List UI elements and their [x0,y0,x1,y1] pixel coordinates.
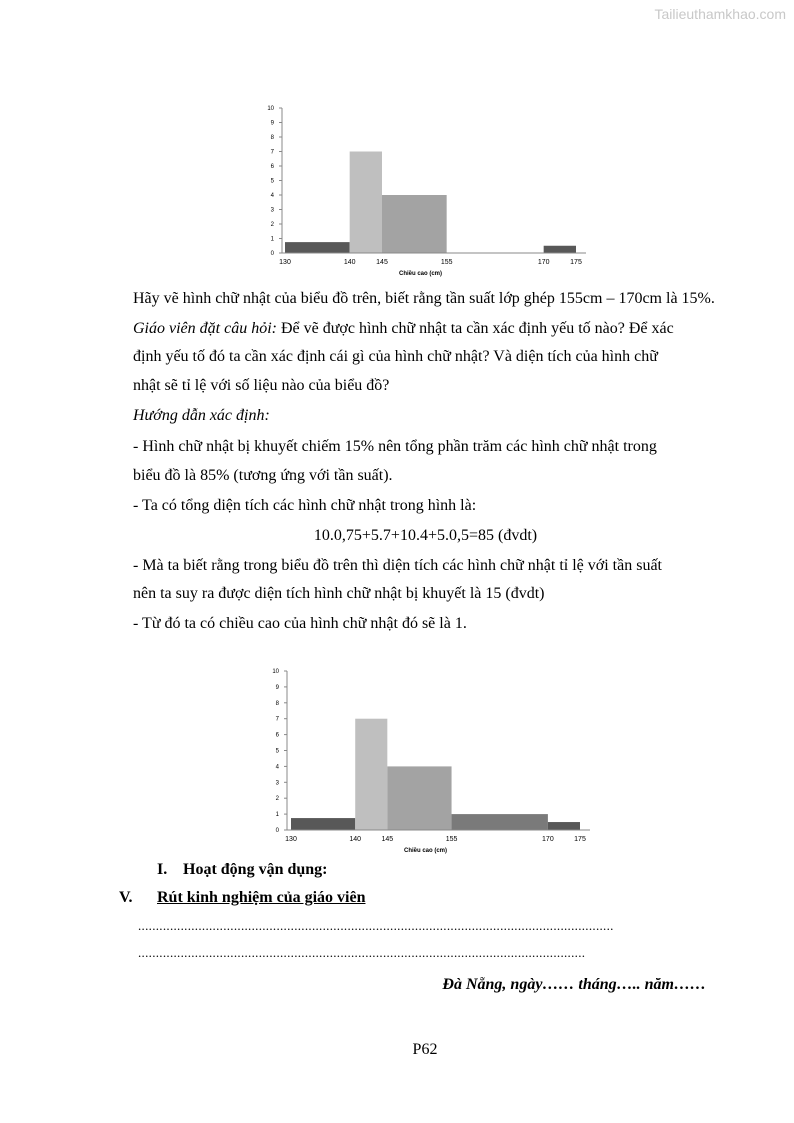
y-tick-label: 2 [275,796,279,803]
y-tick-label: 7 [270,149,274,156]
paragraph: - Từ đó ta có chiều cao của hình chữ nhật đó sẽ là 1. [133,615,467,632]
histogram-bar [382,195,447,253]
histogram-chart-2 [260,663,600,863]
formula: 10.0,75+5.7+10.4+5.0,5=85 (đvdt) [313,527,538,544]
y-tick-label: 9 [270,120,274,127]
x-tick-label: 130 [285,836,297,843]
histogram-chart-1 [255,100,595,280]
y-tick-label: 6 [270,164,274,170]
y-tick-label: 8 [270,135,274,141]
paragraph: nhật sẽ tỉ lệ với số liệu nào của biểu đồ? [133,377,390,394]
y-tick-label: 4 [270,193,274,199]
x-axis-label: Chiều cao (cm) [398,271,443,277]
question-text: Để vẽ được hình chữ nhật ta cần xác định yếu tố nào? Để xác [276,320,674,337]
y-tick-label: 10 [272,669,279,675]
paragraph [133,319,674,339]
section-i-title: Hoạt động vận dụng: [183,861,328,878]
x-tick-label: 145 [381,836,394,843]
question-label: Giáo viên đặt câu hỏi: [133,320,277,337]
paragraph: định yếu tố đó ta cần xác định cái gì của hình chữ nhật? Và diện tích của hình chữ [133,348,658,365]
y-tick-label: 9 [275,684,279,691]
paragraph: - Mà ta biết rằng trong biểu đồ trên thì diện tích các hình chữ nhật tỉ lệ với tần suất [133,557,662,574]
y-tick-label: 0 [275,828,279,834]
histogram-bar [285,242,350,253]
y-tick-label: 1 [270,236,274,243]
y-tick-label: 5 [275,748,279,755]
y-tick-label: 7 [275,716,279,723]
x-tick-label: 155 [440,259,453,266]
y-tick-label: 1 [275,812,279,819]
histogram-bar [355,719,387,830]
paragraph: - Ta có tổng diện tích các hình chữ nhật trong hình là: [133,497,477,514]
y-tick-label: 3 [270,207,274,214]
y-tick-label: 3 [275,780,279,787]
y-tick-label: 6 [275,732,279,739]
x-tick-label: 155 [445,836,458,843]
histogram-bar [387,766,451,830]
y-tick-label: 5 [270,178,274,185]
x-tick-label: 145 [376,259,388,266]
date-line: Đà Nẵng, ngày…… tháng….. năm…… [442,976,706,993]
paragraph: biểu đồ là 85% (tương ứng với tần suất). [133,467,393,484]
histogram-bar [548,822,580,830]
paragraph: - Hình chữ nhật bị khuyết chiếm 15% nên tổng phần trăm các hình chữ nhật trong [133,438,657,455]
histogram-bar [350,152,382,254]
section-v-title: Rút kinh nghiệm của giáo viên [157,889,366,906]
x-tick-label: 175 [574,836,586,843]
y-tick-label: 2 [270,222,274,228]
histogram-bar [452,814,548,830]
histogram-bar [291,818,355,830]
dotted-line: .............................................................................................................................. [138,945,586,960]
x-tick-label: 130 [279,259,291,266]
x-tick-label: 170 [542,836,554,843]
dotted-line: ...................................................................................................................................... [138,918,614,933]
x-tick-label: 175 [570,259,582,266]
x-tick-label: 140 [343,259,356,266]
section-v-number: V. [119,889,133,906]
x-axis-label: Chiều cao (cm) [403,848,448,854]
paragraph: nên ta suy ra được diện tích hình chữ nhật bị khuyết là 15 (đvdt) [133,585,545,602]
paragraph: Hãy vẽ hình chữ nhật của biểu đồ trên, biết rằng tần suất lớp ghép 155cm – 170cm là 15%. [133,290,715,307]
section-i-number: I. [157,861,168,878]
histogram-bar [544,246,576,253]
x-tick-label: 170 [537,259,550,266]
page-number: P62 [412,1041,438,1058]
y-tick-label: 8 [275,700,279,707]
y-tick-label: 10 [267,106,274,112]
guide-heading: Hướng dẫn xác định: [133,407,270,424]
y-tick-label: 4 [275,764,279,771]
y-tick-label: 0 [270,251,274,257]
x-tick-label: 140 [349,836,362,843]
watermark: Tailieuthamkhao.com [654,6,786,22]
